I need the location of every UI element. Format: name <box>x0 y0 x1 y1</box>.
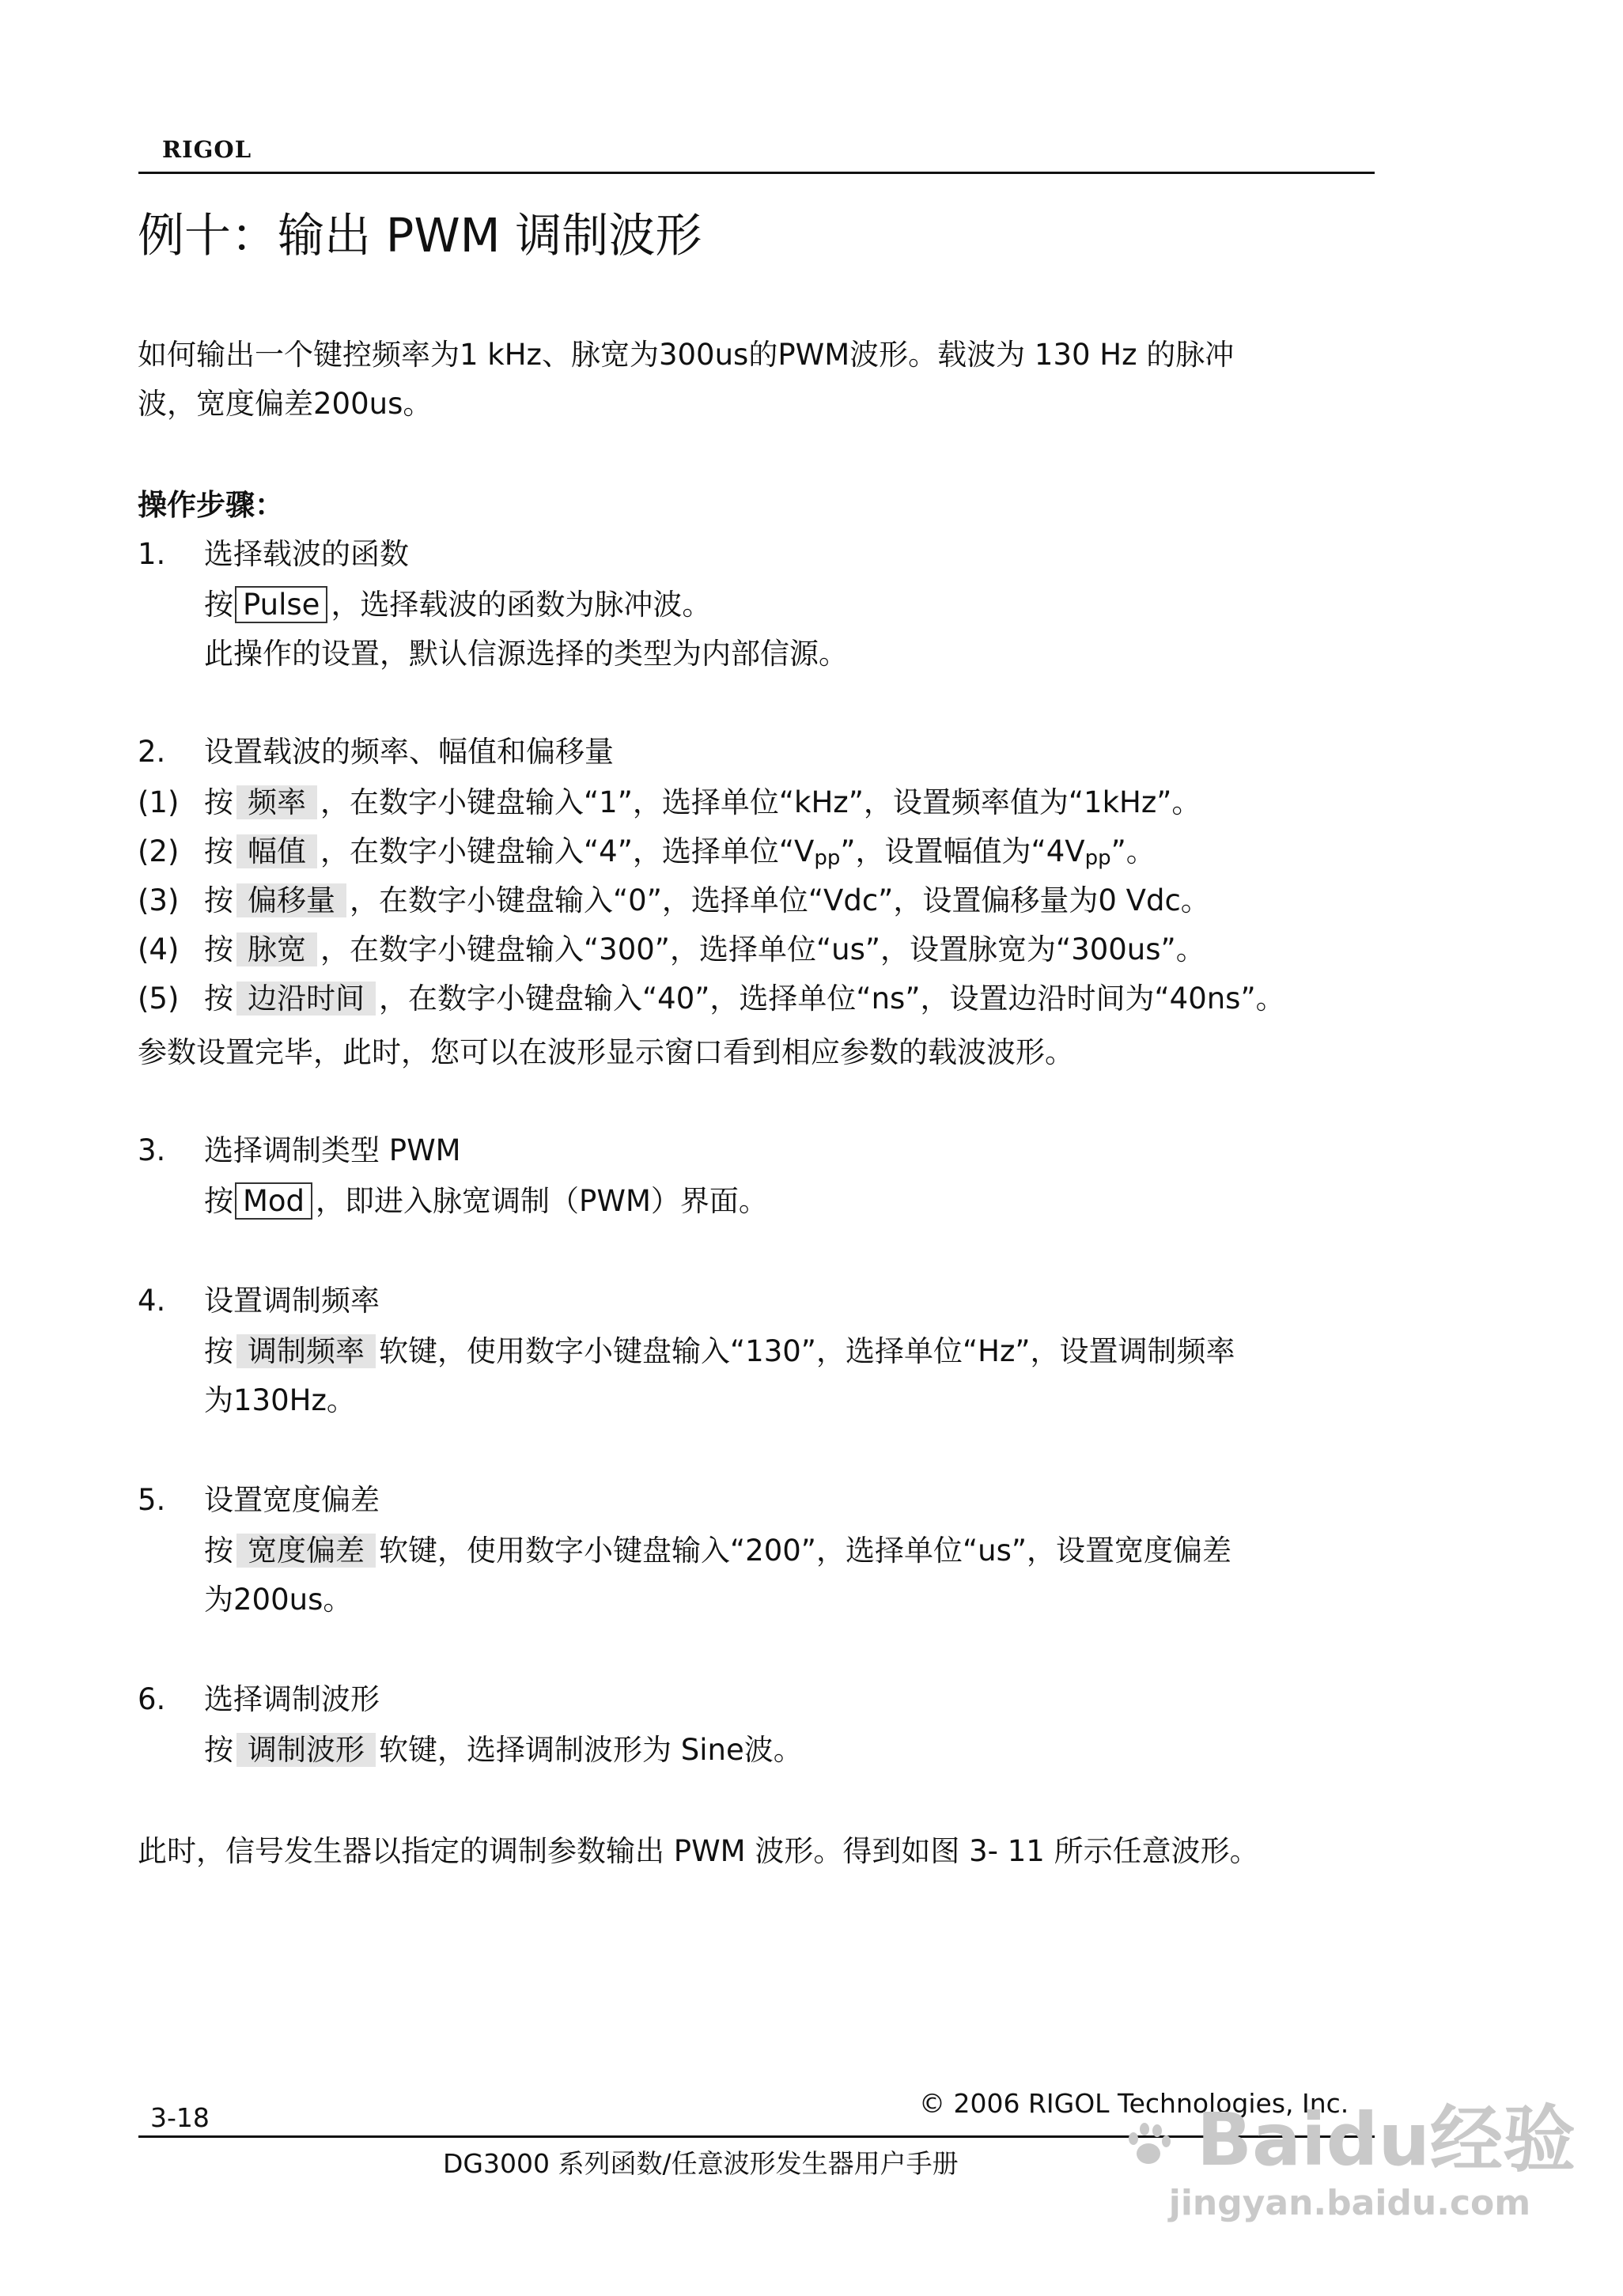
baidu-watermark <box>1124 2097 1576 2227</box>
step2-item-3-press: 按 <box>204 883 233 917</box>
step3-number: 3. <box>138 1133 166 1167</box>
step1-instruction <box>204 581 711 630</box>
step4-text: 软键，使用数字小键盘输入“130”，选择单位“Hz”，设置调制频率 <box>379 1334 1235 1368</box>
step4-instruction <box>204 1327 1235 1376</box>
step2-item-2-press: 按 <box>204 834 233 868</box>
step6-instruction <box>204 1726 803 1775</box>
step4-title: 设置调制频率 <box>204 1284 380 1318</box>
mod-frequency-softkey[interactable]: 调制频率 <box>236 1334 376 1368</box>
step6-press-label: 按 <box>204 1733 233 1767</box>
step4-number: 4. <box>138 1284 166 1318</box>
step2-item-1 <box>138 778 1201 827</box>
pulse-width-softkey[interactable]: 脉宽 <box>236 932 317 966</box>
step2-item-3-text: ，在数字小键盘输入“0”，选择单位“Vdc”，设置偏移量为0 Vdc。 <box>350 883 1210 917</box>
step5-title-line <box>138 1476 380 1525</box>
offset-softkey[interactable]: 偏移量 <box>236 883 346 917</box>
step5-number: 5. <box>138 1483 166 1517</box>
step3-press-label: 按 <box>204 1184 233 1218</box>
mod-key[interactable]: Mod <box>235 1182 312 1220</box>
step2-item-2 <box>138 827 1156 883</box>
step1-number: 1. <box>138 537 166 571</box>
step2-item-4-number: (4) <box>138 932 180 966</box>
step1-note: 此操作的设置，默认信源选择的类型为内部信源。 <box>204 637 848 671</box>
step2-number: 2. <box>138 735 166 769</box>
edge-time-softkey[interactable]: 边沿时间 <box>236 982 376 1016</box>
step1-press-label: 按 <box>204 588 233 622</box>
conclusion: 此时，信号发生器以指定的调制参数输出 PWM 波形。得到如图 3- 11 所示任意波形。 <box>138 1834 1259 1868</box>
frequency-softkey[interactable]: 频率 <box>236 785 317 819</box>
procedure-heading: 操作步骤： <box>138 488 284 522</box>
footer-book-title: DG3000 系列函数/任意波形发生器用户手册 <box>443 2148 959 2179</box>
step2-item-1-press: 按 <box>204 785 233 819</box>
step2-item-5-text: ，在数字小键盘输入“40”，选择单位“ns”，设置边沿时间为“40ns”。 <box>379 982 1285 1016</box>
step2-title-line <box>138 728 614 777</box>
step2-item-3 <box>138 876 1210 925</box>
step2-item-4-text: ，在数字小键盘输入“300”，选择单位“us”，设置脉宽为“300us”。 <box>320 932 1205 966</box>
step2-item-5 <box>138 974 1285 1023</box>
step5-text: 软键，使用数字小键盘输入“200”，选择单位“us”，设置宽度偏差 <box>379 1534 1232 1568</box>
watermark-url: jingyan.baidu.com <box>1168 2183 1531 2223</box>
step5-instruction <box>204 1526 1231 1575</box>
step4-press-label: 按 <box>204 1334 233 1368</box>
header-rule <box>138 172 1375 174</box>
footer-copyright: © 2006 RIGOL Technologies, Inc. <box>919 2088 1349 2119</box>
step2-item-4 <box>138 925 1205 974</box>
watermark-logo-text: Baidu经验 <box>1196 2097 1576 2182</box>
step1-title-line <box>138 530 409 579</box>
step2-item-2-text-c: ”。 <box>1110 834 1156 868</box>
brand-logo: RIGOL <box>162 136 252 163</box>
step2-item-2-text-a: ，在数字小键盘输入“4”，选择单位“V <box>320 834 815 868</box>
step2-item-5-press: 按 <box>204 982 233 1016</box>
step5-title: 设置宽度偏差 <box>204 1483 380 1517</box>
mod-waveform-softkey[interactable]: 调制波形 <box>236 1733 376 1767</box>
step1-title: 选择载波的函数 <box>204 537 409 571</box>
step2-title: 设置载波的频率、幅值和偏移量 <box>204 735 614 769</box>
watermark-logo <box>1124 2097 1576 2182</box>
step2-item-4-press: 按 <box>204 932 233 966</box>
intro-line-1: 如何输出一个键控频率为1 kHz、脉宽为300us的PWM波形。载波为 130 Hz 的脉冲 <box>138 338 1235 372</box>
step6-number: 6. <box>138 1682 166 1716</box>
step5-press-label: 按 <box>204 1534 233 1568</box>
step2-item-2-number: (2) <box>138 834 180 868</box>
paw-icon <box>1124 2121 1171 2169</box>
step3-after-key: ，即进入脉宽调制（PWM）界面。 <box>316 1184 768 1218</box>
step6-text: 软键，选择调制波形为 Sine波。 <box>379 1733 803 1767</box>
step2-item-3-number: (3) <box>138 883 180 917</box>
step4-title-line <box>138 1277 380 1326</box>
footer-page-number: 3-18 <box>150 2102 210 2133</box>
pulse-key[interactable]: Pulse <box>235 586 327 623</box>
step2-item-1-number: (1) <box>138 785 180 819</box>
step3-title-line <box>138 1126 461 1175</box>
step3-instruction <box>204 1177 768 1226</box>
intro-line-2: 波，宽度偏差200us。 <box>138 387 433 421</box>
step5-text-2: 为200us。 <box>204 1583 353 1617</box>
step6-title: 选择调制波形 <box>204 1682 380 1716</box>
step2-item-2-sub-a: pp <box>814 846 841 870</box>
step2-item-1-text: ，在数字小键盘输入“1”，选择单位“kHz”，设置频率值为“1kHz”。 <box>320 785 1201 819</box>
step4-text-2: 为130Hz。 <box>204 1383 356 1417</box>
step3-title: 选择调制类型 PWM <box>204 1133 461 1167</box>
step2-item-5-number: (5) <box>138 982 180 1016</box>
step2-item-2-sub-b: pp <box>1084 846 1111 870</box>
step6-title-line <box>138 1675 380 1724</box>
step1-after-key: ，选择载波的函数为脉冲波。 <box>331 588 712 622</box>
page-title: 例十：输出 PWM 调制波形 <box>138 208 702 263</box>
step2-summary: 参数设置完毕，此时，您可以在波形显示窗口看到相应参数的载波波形。 <box>138 1035 1074 1069</box>
amplitude-softkey[interactable]: 幅值 <box>236 834 317 868</box>
width-deviation-softkey[interactable]: 宽度偏差 <box>236 1534 376 1568</box>
step2-item-2-text-b: ”，设置幅值为“4V <box>840 834 1085 868</box>
